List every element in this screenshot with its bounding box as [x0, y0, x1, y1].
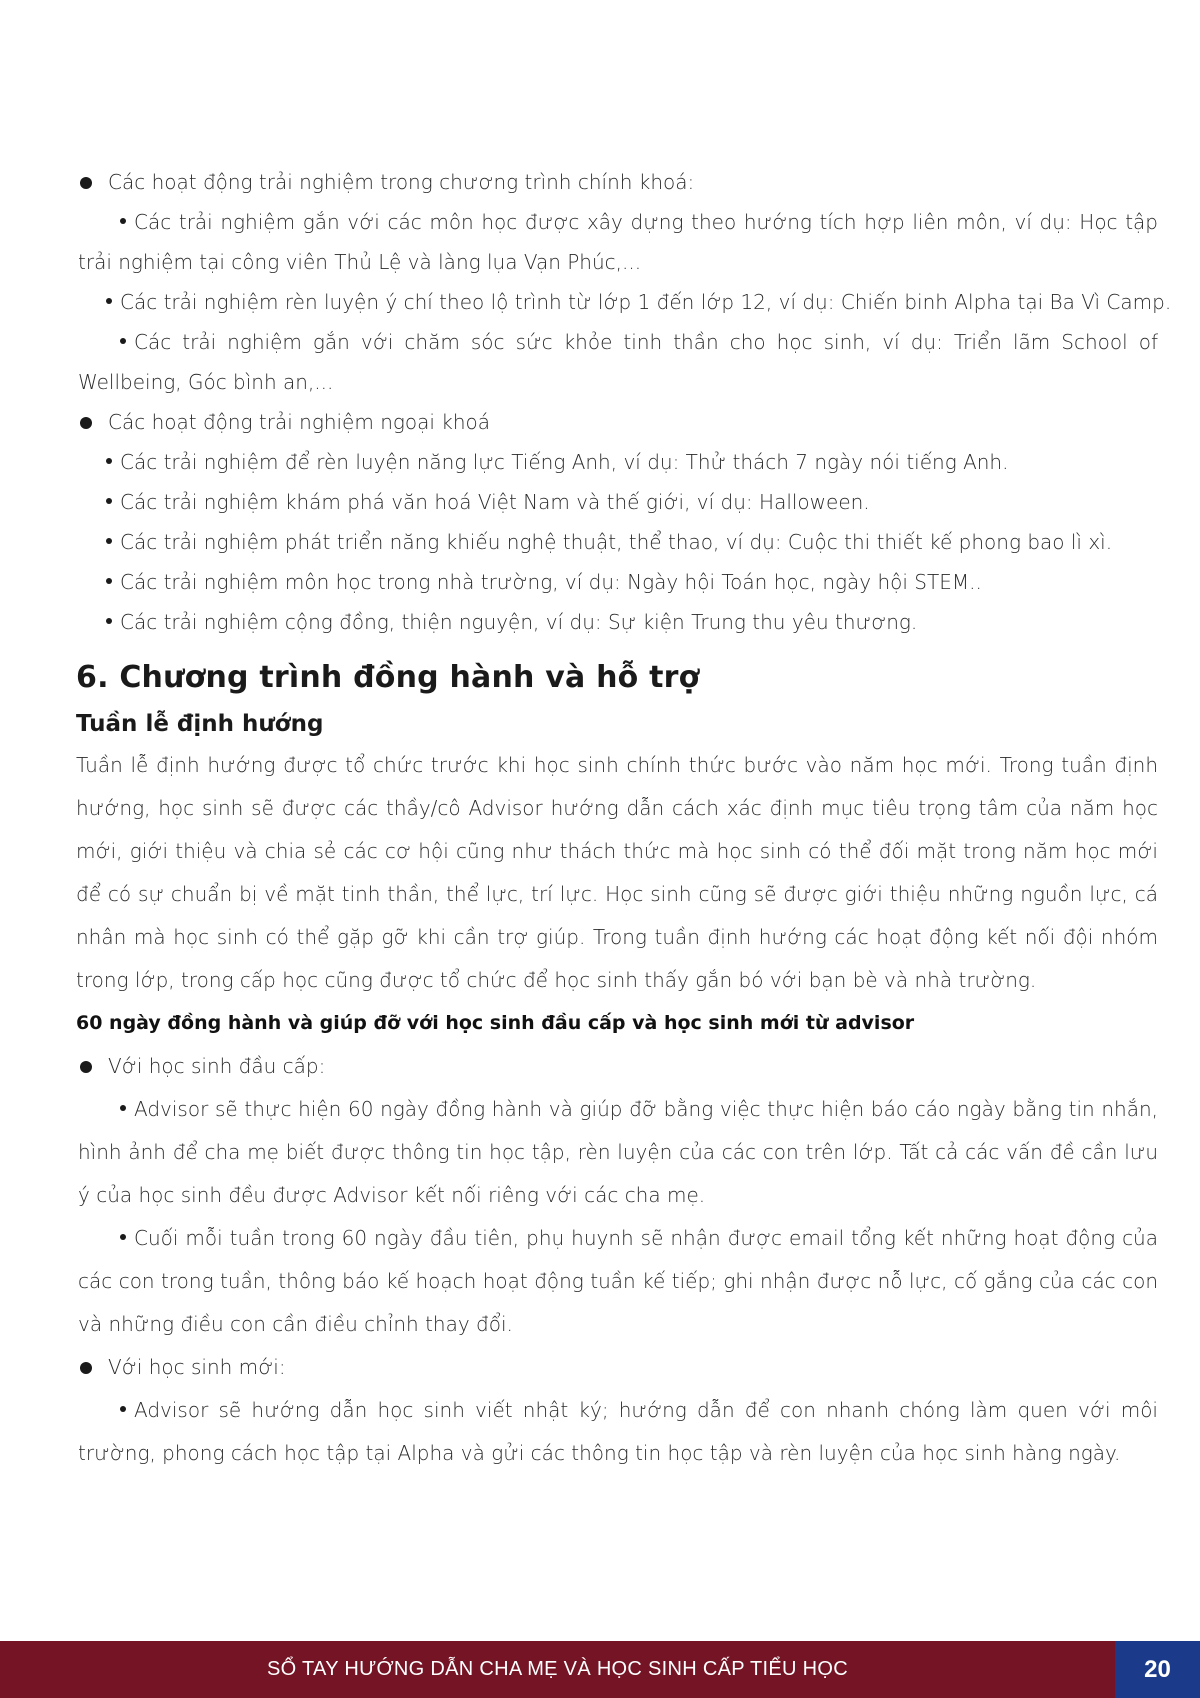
bullet-dot-icon: [120, 1234, 126, 1240]
bullet-dot-icon: [106, 498, 112, 504]
page-footer: [0, 1641, 1200, 1698]
orientation-body: Tuần lễ định hướng được tổ chức trước khi học sinh chính thức bước vào năm học mới. Trong tuần định hướng, học sinh sẽ được các thầy/cô Advisor hướng dẫn cách xác định mục tiêu trọng tâm của năm học mới, giới thiệu và chia sẻ các cơ hội cũng như thách thức mà học sinh có thể đối mặt trong năm học mới để có sự chuẩn bị về mặt tinh thần, thể lực, trí lực. Học sinh cũng sẽ được giới thiệu những nguồn lực, cá nhân mà học sinh có thể gặp gỡ khi cần trợ giúp. Trong tuần định hướng các hoạt động kết nối đội nhóm trong lớp, trong cấp học cũng được tổ chức để học sinh thấy gắn bó với bạn bè và nhà trường.: [76, 753, 1158, 992]
bullet-dot-icon: [106, 458, 112, 464]
extracurricular-item: Các trải nghiệm khám phá văn hoá Việt Nam và thế giới, ví dụ: Halloween.: [78, 482, 1158, 522]
page-content: [76, 162, 1172, 1475]
extracurricular-item: Các trải nghiệm để rèn luyện năng lực Tiếng Anh, ví dụ: Thử thách 7 ngày nói tiếng Anh.: [78, 442, 1158, 482]
curricular-item: Các trải nghiệm gắn với chăm sóc sức khỏe tinh thần cho học sinh, ví dụ: Triển lãm School of Wellbeing, Góc bình an,...: [78, 330, 1158, 394]
first-grade-item: Advisor sẽ thực hiện 60 ngày đồng hành và giúp đỡ bằng việc thực hiện báo cáo ngày bằng tin nhắn, hình ảnh để cha mẹ biết được thông tin học tập, rèn luyện của các con trên lớp. Tất cả các vấn đề cần lưu ý của học sinh đều được Advisor kết nối riêng với các cha mẹ.: [78, 1097, 1158, 1207]
footer-title: SỔ TAY HƯỚNG DẪN CHA MẸ VÀ HỌC SINH CẤP TIỂU HỌC: [267, 1658, 848, 1680]
bullet-dot-icon: [106, 538, 112, 544]
orientation-title: Tuần lễ định hướng: [76, 711, 324, 737]
curricular-heading: Các hoạt động trải nghiệm trong chương trình chính khoá:: [78, 162, 1158, 202]
curricular-item: Các trải nghiệm rèn luyện ý chí theo lộ trình từ lớp 1 đến lớp 12, ví dụ: Chiến binh Alpha tại Ba Vì Camp.: [78, 282, 1158, 322]
bullet-dot-icon: [106, 298, 112, 304]
bullet-dot-icon: [120, 1105, 126, 1111]
bullet-dot-icon: [120, 218, 126, 224]
extracurricular-item: Các trải nghiệm cộng đồng, thiện nguyện, ví dụ: Sự kiện Trung thu yêu thương.: [78, 602, 1158, 642]
section-title: 6. Chương trình đồng hành và hỗ trợ: [76, 660, 700, 695]
extracurricular-experiences: [78, 402, 1158, 642]
bullet-dot-icon: [106, 618, 112, 624]
curricular-experiences: [78, 162, 1172, 402]
bullet-dot-icon: [120, 1406, 126, 1412]
bullet-dot-icon: [106, 578, 112, 584]
bullet-dot-icon: [120, 338, 126, 344]
page-number: 20: [1115, 1641, 1200, 1698]
first-grade-heading: Với học sinh đầu cấp:: [78, 1045, 1158, 1088]
new-students-heading: Với học sinh mới:: [78, 1346, 1158, 1389]
first-grade-support: [78, 1045, 1158, 1346]
curricular-item: Các trải nghiệm gắn với các môn học được xây dựng theo hướng tích hợp liên môn, ví dụ: Học tập trải nghiệm tại công viên Thủ Lệ và làng lụa Vạn Phúc,...: [78, 210, 1158, 274]
extracurricular-item: Các trải nghiệm phát triển năng khiếu nghệ thuật, thể thao, ví dụ: Cuộc thi thiết kế phong bao lì xì.: [78, 522, 1158, 562]
new-student-support: [78, 1346, 1158, 1475]
first-grade-item: Cuối mỗi tuần trong 60 ngày đầu tiên, phụ huynh sẽ nhận được email tổng kết những hoạt động của các con trong tuần, thông báo kế hoạch hoạt động tuần kế tiếp; ghi nhận được nỗ lực, cố gắng của các con và những điều con cần điều chỉnh thay đổi.: [78, 1226, 1158, 1336]
sixty-days-title: 60 ngày đồng hành và giúp đỡ với học sinh đầu cấp và học sinh mới từ advisor: [76, 1012, 915, 1034]
new-students-item: Advisor sẽ hướng dẫn học sinh viết nhật ký; hướng dẫn để con nhanh chóng làm quen với môi trường, phong cách học tập tại Alpha và gửi các thông tin học tập và rèn luyện của học sinh hàng ngày.: [78, 1398, 1158, 1465]
extracurricular-heading: Các hoạt động trải nghiệm ngoại khoá: [78, 402, 1158, 442]
extracurricular-item: Các trải nghiệm môn học trong nhà trường, ví dụ: Ngày hội Toán học, ngày hội STEM..: [78, 562, 1158, 602]
